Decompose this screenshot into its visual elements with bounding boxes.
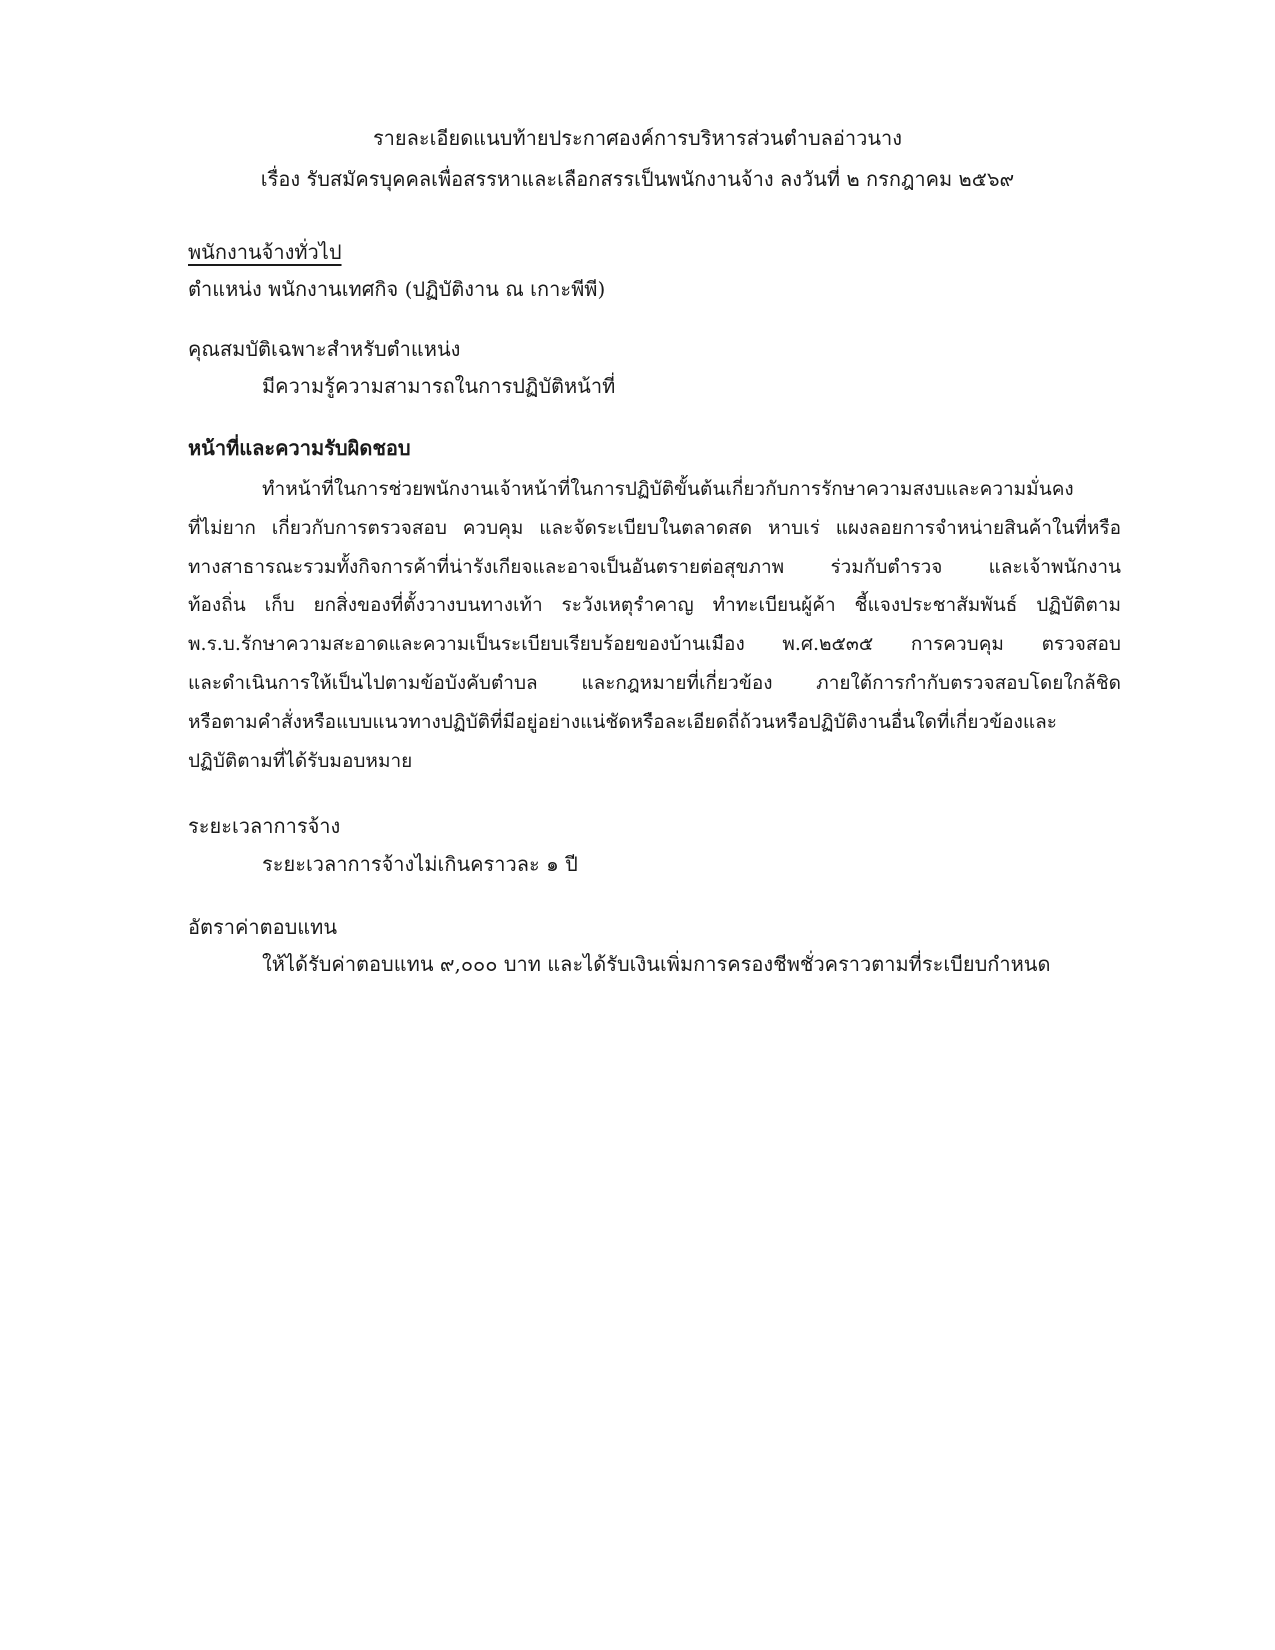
duties-line: ทางสาธารณะรวมทั้งกิจการค้าที่น่ารังเกียจและอาจเป็นอันตรายต่อสุขภาพ ร่วมกับตำรวจ และเจ้าพนักงาน — [188, 556, 1121, 578]
compensation-text: ให้ได้รับค่าตอบแทน ๙,๐๐๐ บาท และได้รับเงินเพิ่มการครองชีพชั่วคราวตามที่ระเบียบกำหนด — [262, 952, 1051, 976]
duties-line: ที่ไม่ยาก เกี่ยวกับการตรวจสอบ ควบคุม และจัดระเบียบในตลาดสด หาบเร่ แผงลอยการจำหน่ายสินค้าในที่หรือ — [188, 517, 1121, 539]
term-text: ระยะเวลาการจ้างไม่เกินคราวละ ๑ ปี — [262, 852, 578, 876]
qualifications-text: มีความรู้ความสามารถในการปฏิบัติหน้าที่ — [262, 374, 616, 398]
duties-line: ทำหน้าที่ในการช่วยพนักงานเจ้าหน้าที่ในการปฏิบัติขั้นต้นเกี่ยวกับการรักษาความสงบและความมั่นคง — [262, 478, 1074, 500]
qualifications-heading: คุณสมบัติเฉพาะสำหรับตำแหน่ง — [188, 337, 461, 361]
duties-heading: หน้าที่และความรับผิดชอบ — [188, 436, 411, 460]
duties-line: และดำเนินการให้เป็นไปตามข้อบังคับตำบล และกฎหมายที่เกี่ยวข้อง ภายใต้การกำกับตรวจสอบโดยใกล้ชิด — [188, 672, 1121, 694]
document-title: รายละเอียดแนบท้ายประกาศองค์การบริหารส่วนตำบลอ่าวนาง — [372, 126, 903, 150]
duties-line: พ.ร.บ.รักษาความสะอาดและความเป็นระเบียบเรียบร้อยของบ้านเมือง พ.ศ.๒๕๓๕ การควบคุม ตรวจสอบ — [188, 633, 1121, 655]
duties-line: หรือตามคำสั่งหรือแบบแนวทางปฏิบัติที่มีอยู่อย่างแน่ชัดหรือละเอียดถี่ถ้วนหรือปฏิบัติงานอื่นใดที่เกี่ยวข้องและ — [188, 711, 1058, 733]
duties-line: ท้องถิ่น เก็บ ยกสิ่งของที่ตั้งวางบนทางเท้า ระวังเหตุรำคาญ ทำทะเบียนผู้ค้า ชี้แจงประชาสัมพันธ์ ปฏิบัติตาม — [188, 594, 1121, 616]
compensation-heading: อัตราค่าตอบแทน — [188, 915, 338, 939]
duties-line: ปฏิบัติตามที่ได้รับมอบหมาย — [188, 750, 413, 772]
section-general-heading: พนักงานจ้างทั่วไป — [188, 240, 342, 264]
term-heading: ระยะเวลาการจ้าง — [188, 814, 341, 838]
position-title: ตำแหน่ง พนักงานเทศกิจ (ปฏิบัติงาน ณ เกาะพีพี) — [188, 277, 606, 301]
document-subject: เรื่อง รับสมัครบุคคลเพื่อสรรหาและเลือกสรรเป็นพนักงานจ้าง ลงวันที่ ๒ กรกฎาคม ๒๕๖๙ — [260, 167, 1015, 191]
